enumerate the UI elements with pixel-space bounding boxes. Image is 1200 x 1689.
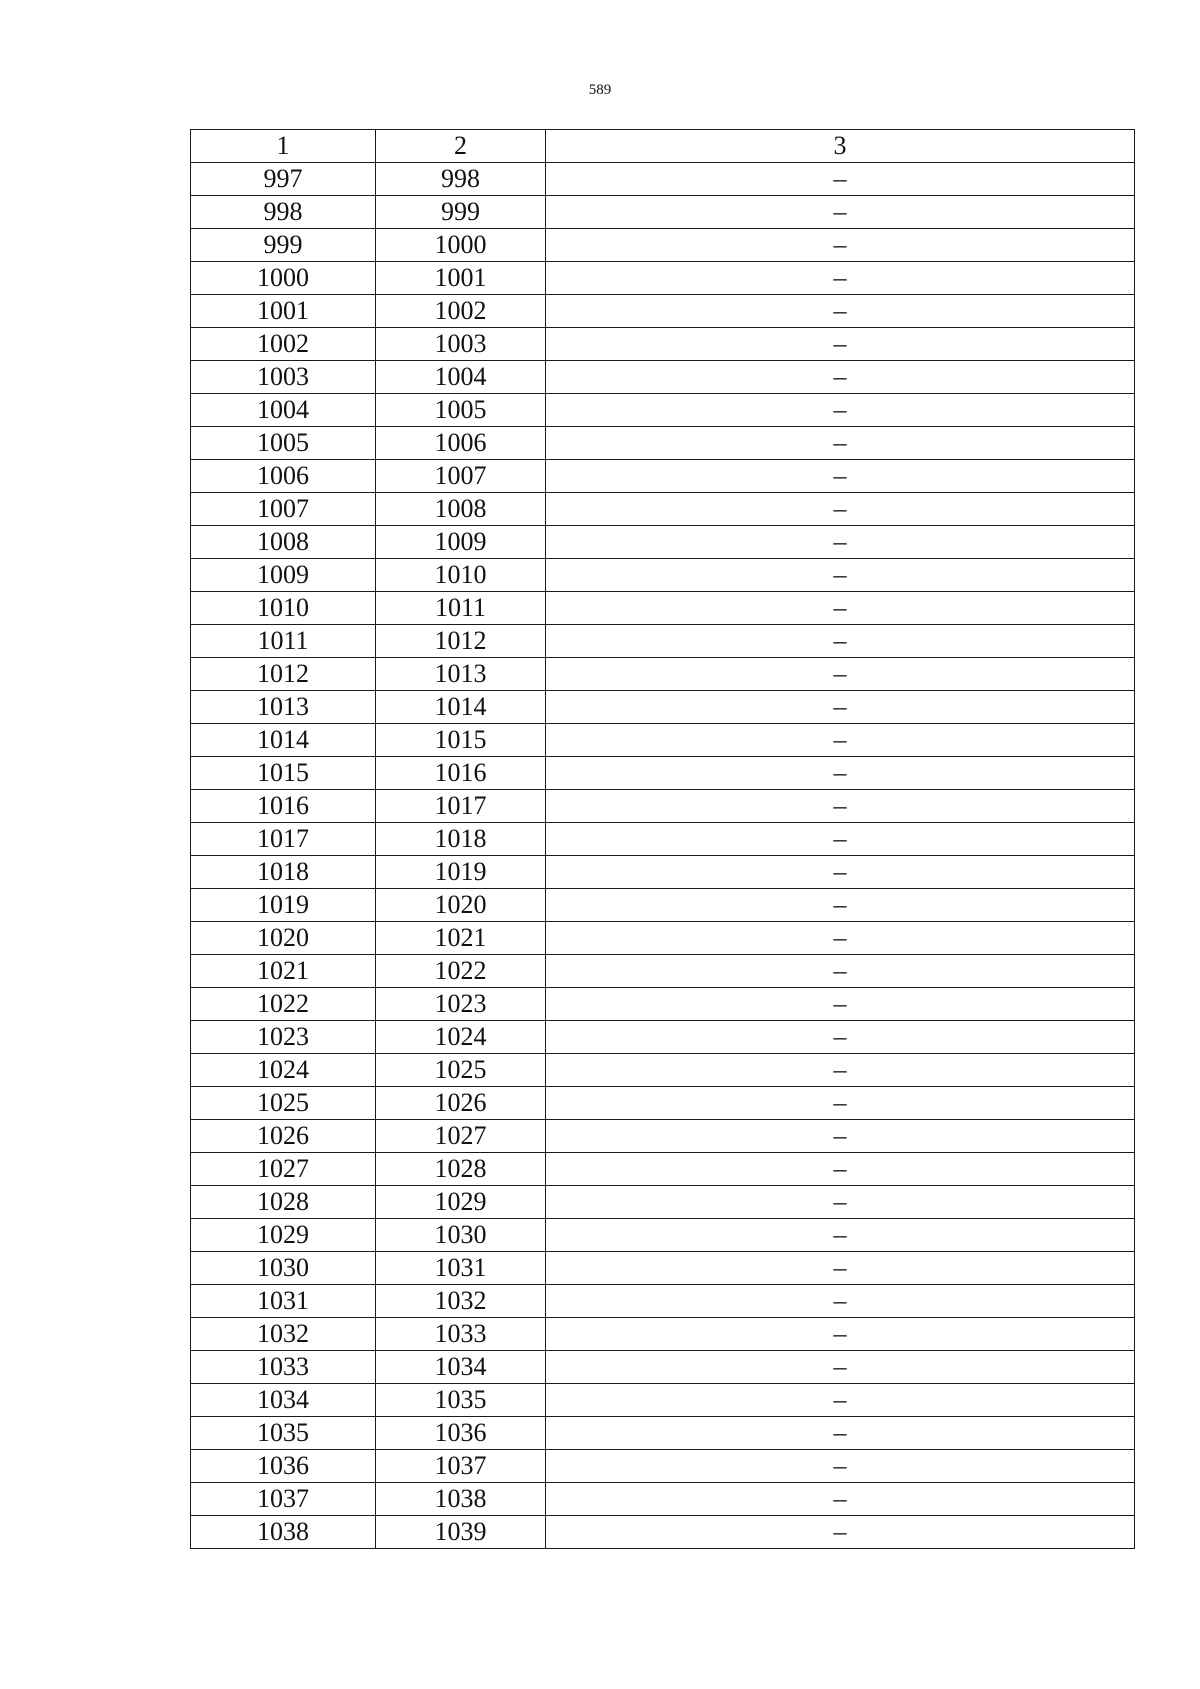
table-cell: – bbox=[546, 1450, 1135, 1483]
table-row bbox=[191, 1054, 1135, 1087]
table-cell: – bbox=[546, 1384, 1135, 1417]
table-cell: 1002 bbox=[191, 328, 376, 361]
table-cell: 1031 bbox=[191, 1285, 376, 1318]
table-cell: 1013 bbox=[191, 691, 376, 724]
table-cell: – bbox=[546, 559, 1135, 592]
table-cell: 1029 bbox=[191, 1219, 376, 1252]
table-row bbox=[191, 1483, 1135, 1516]
table-cell: 1039 bbox=[376, 1516, 546, 1549]
table-cell: 1033 bbox=[376, 1318, 546, 1351]
table-cell: – bbox=[546, 196, 1135, 229]
table-cell: 998 bbox=[376, 163, 546, 196]
table-cell: 1008 bbox=[376, 493, 546, 526]
table-row bbox=[191, 922, 1135, 955]
table-cell: – bbox=[546, 526, 1135, 559]
table-cell: 1015 bbox=[376, 724, 546, 757]
table-cell: – bbox=[546, 262, 1135, 295]
table-cell: – bbox=[546, 361, 1135, 394]
table-row bbox=[191, 691, 1135, 724]
table-cell: 1001 bbox=[376, 262, 546, 295]
table-cell: 1025 bbox=[376, 1054, 546, 1087]
page-number: 589 bbox=[588, 82, 612, 98]
table-cell: – bbox=[546, 1054, 1135, 1087]
table-cell: 1008 bbox=[191, 526, 376, 559]
table-cell: 1007 bbox=[376, 460, 546, 493]
table-cell: 1017 bbox=[191, 823, 376, 856]
table-cell: 1014 bbox=[376, 691, 546, 724]
table-cell: – bbox=[546, 427, 1135, 460]
table-row bbox=[191, 361, 1135, 394]
table-cell: 1020 bbox=[376, 889, 546, 922]
table-cell: 1023 bbox=[376, 988, 546, 1021]
table-cell: 1010 bbox=[376, 559, 546, 592]
table-cell: 1016 bbox=[191, 790, 376, 823]
table-cell: – bbox=[546, 328, 1135, 361]
column-header: 1 bbox=[191, 130, 376, 163]
table-row bbox=[191, 559, 1135, 592]
table-cell: 1001 bbox=[191, 295, 376, 328]
table-cell: 1034 bbox=[191, 1384, 376, 1417]
table-cell: 999 bbox=[376, 196, 546, 229]
data-table bbox=[190, 129, 1135, 1549]
table-cell: 1002 bbox=[376, 295, 546, 328]
table-row bbox=[191, 427, 1135, 460]
table-cell: 1016 bbox=[376, 757, 546, 790]
table-cell: 1013 bbox=[376, 658, 546, 691]
table-cell: 1033 bbox=[191, 1351, 376, 1384]
table-cell: 1021 bbox=[376, 922, 546, 955]
table-cell: 1030 bbox=[191, 1252, 376, 1285]
table-row bbox=[191, 955, 1135, 988]
table-cell: 1027 bbox=[376, 1120, 546, 1153]
table-row bbox=[191, 1417, 1135, 1450]
table-cell: 1005 bbox=[191, 427, 376, 460]
table-row bbox=[191, 526, 1135, 559]
table-row bbox=[191, 1351, 1135, 1384]
table-cell: 1024 bbox=[191, 1054, 376, 1087]
table-cell: – bbox=[546, 988, 1135, 1021]
table-cell: – bbox=[546, 889, 1135, 922]
header-row bbox=[191, 130, 1135, 163]
table-cell: 1028 bbox=[191, 1186, 376, 1219]
table-cell: 1026 bbox=[376, 1087, 546, 1120]
table-cell: – bbox=[546, 1516, 1135, 1549]
table-cell: – bbox=[546, 691, 1135, 724]
table-cell: 1009 bbox=[191, 559, 376, 592]
table-cell: 1020 bbox=[191, 922, 376, 955]
table-row bbox=[191, 1087, 1135, 1120]
table-cell: – bbox=[546, 922, 1135, 955]
table-cell: – bbox=[546, 493, 1135, 526]
table-row bbox=[191, 988, 1135, 1021]
table-cell: 1028 bbox=[376, 1153, 546, 1186]
table-cell: 1032 bbox=[376, 1285, 546, 1318]
table-cell: – bbox=[546, 592, 1135, 625]
table-cell: 1026 bbox=[191, 1120, 376, 1153]
table-cell: 1017 bbox=[376, 790, 546, 823]
table-cell: 1019 bbox=[191, 889, 376, 922]
table-cell: – bbox=[546, 229, 1135, 262]
table-cell: 1018 bbox=[191, 856, 376, 889]
table-cell: 1034 bbox=[376, 1351, 546, 1384]
table-cell: 1031 bbox=[376, 1252, 546, 1285]
column-header: 3 bbox=[546, 130, 1135, 163]
table-row bbox=[191, 856, 1135, 889]
table-cell: – bbox=[546, 1318, 1135, 1351]
table-cell: 1014 bbox=[191, 724, 376, 757]
table-cell: 1006 bbox=[191, 460, 376, 493]
table-cell: – bbox=[546, 1021, 1135, 1054]
table-cell: 1011 bbox=[191, 625, 376, 658]
table-cell: 1038 bbox=[376, 1483, 546, 1516]
table-cell: 1004 bbox=[191, 394, 376, 427]
table-row bbox=[191, 163, 1135, 196]
table-row bbox=[191, 1450, 1135, 1483]
table-cell: 1011 bbox=[376, 592, 546, 625]
table-cell: 1025 bbox=[191, 1087, 376, 1120]
table-cell: – bbox=[546, 1219, 1135, 1252]
table-row bbox=[191, 592, 1135, 625]
table-row bbox=[191, 328, 1135, 361]
table-header bbox=[191, 130, 1135, 163]
table-cell: – bbox=[546, 1285, 1135, 1318]
table-cell: – bbox=[546, 295, 1135, 328]
table-row bbox=[191, 658, 1135, 691]
table-cell: 1018 bbox=[376, 823, 546, 856]
table-cell: – bbox=[546, 823, 1135, 856]
table-cell: 999 bbox=[191, 229, 376, 262]
table-row bbox=[191, 460, 1135, 493]
table-row bbox=[191, 1120, 1135, 1153]
table-cell: 1007 bbox=[191, 493, 376, 526]
table-cell: 1030 bbox=[376, 1219, 546, 1252]
table-row bbox=[191, 724, 1135, 757]
table-cell: 1036 bbox=[376, 1417, 546, 1450]
table-cell: – bbox=[546, 1483, 1135, 1516]
table-cell: 1029 bbox=[376, 1186, 546, 1219]
table-cell: – bbox=[546, 1417, 1135, 1450]
table-cell: 1003 bbox=[376, 328, 546, 361]
table-cell: 1012 bbox=[376, 625, 546, 658]
table-cell: – bbox=[546, 1351, 1135, 1384]
table-row bbox=[191, 1153, 1135, 1186]
table-cell: 1024 bbox=[376, 1021, 546, 1054]
table-cell: 1035 bbox=[376, 1384, 546, 1417]
table-cell: 1010 bbox=[191, 592, 376, 625]
table-cell: 1000 bbox=[376, 229, 546, 262]
table-cell: – bbox=[546, 955, 1135, 988]
table-cell: – bbox=[546, 460, 1135, 493]
table-row bbox=[191, 823, 1135, 856]
table-cell: – bbox=[546, 757, 1135, 790]
table-cell: 1032 bbox=[191, 1318, 376, 1351]
table-cell: 1037 bbox=[191, 1483, 376, 1516]
table-cell: – bbox=[546, 1153, 1135, 1186]
table-cell: – bbox=[546, 163, 1135, 196]
table-row bbox=[191, 757, 1135, 790]
table-cell: – bbox=[546, 658, 1135, 691]
table-cell: 1015 bbox=[191, 757, 376, 790]
table-row bbox=[191, 1318, 1135, 1351]
table-cell: 1003 bbox=[191, 361, 376, 394]
table-cell: 1036 bbox=[191, 1450, 376, 1483]
table-cell: 1004 bbox=[376, 361, 546, 394]
column-header: 2 bbox=[376, 130, 546, 163]
table-row bbox=[191, 790, 1135, 823]
table-row bbox=[191, 229, 1135, 262]
table-row bbox=[191, 1021, 1135, 1054]
table-cell: – bbox=[546, 724, 1135, 757]
table-row bbox=[191, 1252, 1135, 1285]
table-cell: 1035 bbox=[191, 1417, 376, 1450]
table-cell: 1005 bbox=[376, 394, 546, 427]
table-cell: 997 bbox=[191, 163, 376, 196]
table-row bbox=[191, 196, 1135, 229]
table-cell: – bbox=[546, 625, 1135, 658]
table-row bbox=[191, 493, 1135, 526]
table-cell: – bbox=[546, 1120, 1135, 1153]
table-cell: 1023 bbox=[191, 1021, 376, 1054]
table-row bbox=[191, 1219, 1135, 1252]
table-cell: – bbox=[546, 394, 1135, 427]
table-body bbox=[191, 163, 1135, 1549]
table-row bbox=[191, 394, 1135, 427]
table-cell: 1012 bbox=[191, 658, 376, 691]
table-row bbox=[191, 1384, 1135, 1417]
table-row bbox=[191, 262, 1135, 295]
table-cell: 1009 bbox=[376, 526, 546, 559]
table-cell: 1022 bbox=[191, 988, 376, 1021]
table-cell: – bbox=[546, 1087, 1135, 1120]
table-cell: 1037 bbox=[376, 1450, 546, 1483]
table-cell: 1019 bbox=[376, 856, 546, 889]
table-cell: – bbox=[546, 1252, 1135, 1285]
table-cell: – bbox=[546, 790, 1135, 823]
table-cell: 1006 bbox=[376, 427, 546, 460]
table-cell: – bbox=[546, 1186, 1135, 1219]
table-cell: 1021 bbox=[191, 955, 376, 988]
table-row bbox=[191, 1186, 1135, 1219]
table-row bbox=[191, 295, 1135, 328]
table-row bbox=[191, 1516, 1135, 1549]
table-cell: – bbox=[546, 856, 1135, 889]
table-row bbox=[191, 889, 1135, 922]
table-row bbox=[191, 1285, 1135, 1318]
table-cell: 1022 bbox=[376, 955, 546, 988]
table-row bbox=[191, 625, 1135, 658]
table-cell: 1038 bbox=[191, 1516, 376, 1549]
table-cell: 998 bbox=[191, 196, 376, 229]
table-cell: 1000 bbox=[191, 262, 376, 295]
table-cell: 1027 bbox=[191, 1153, 376, 1186]
